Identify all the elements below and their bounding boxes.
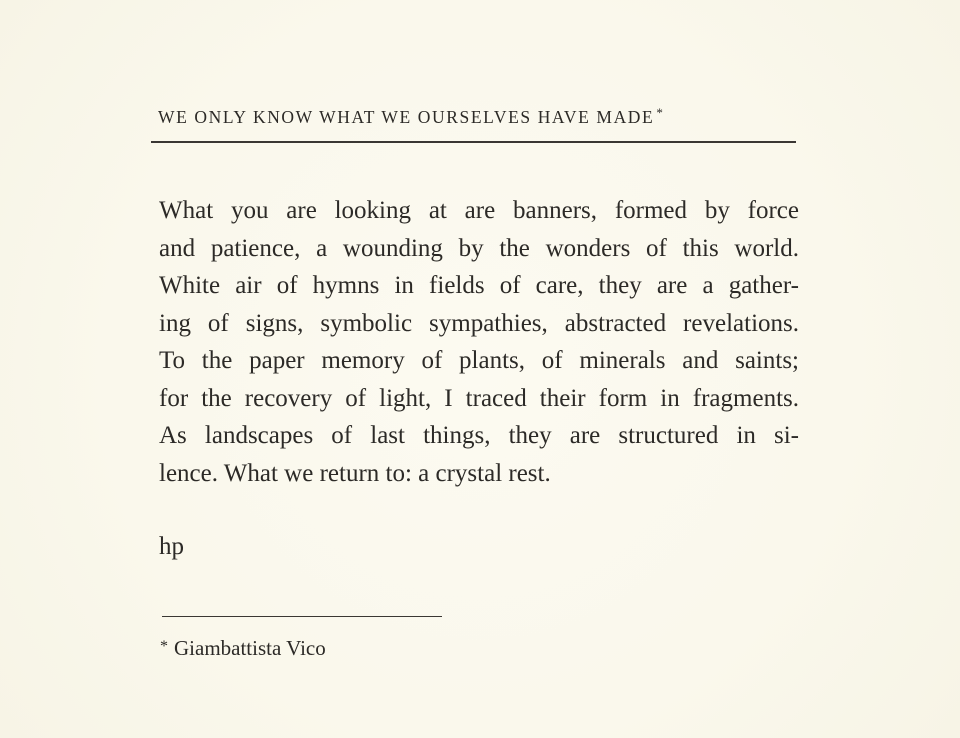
title-divider <box>151 141 796 143</box>
poem-line: As landscapes of last things, they are structured in si- <box>159 422 799 449</box>
page-title <box>158 104 798 132</box>
poem-line: What you are looking at are banners, formed by force <box>159 197 799 224</box>
poem-line: White air of hymns in fields of care, they are a gather- <box>159 272 799 299</box>
poem-line: ing of signs, symbolic sympathies, abstracted revelations. <box>159 309 799 337</box>
poem-line: for the recovery of light, I traced their form in fragments. <box>159 384 799 412</box>
poem-line: lence. What we return to: a crystal rest. <box>159 459 551 487</box>
footnote-divider <box>162 616 442 617</box>
footnote-text: Giambattista Vico <box>174 636 326 660</box>
footnote <box>160 632 326 667</box>
title-text: WE ONLY KNOW WHAT WE OURSELVES HAVE MADE <box>158 107 655 127</box>
poem-line: To the paper memory of plants, of minerals and saints; <box>159 347 799 374</box>
poem-body <box>159 192 799 492</box>
author-signature: hp <box>159 533 184 560</box>
title-footnote-marker: * <box>656 105 665 120</box>
poem-line: and patience, a wounding by the wonders of this world. <box>159 234 799 262</box>
footnote-marker: * <box>160 638 168 655</box>
